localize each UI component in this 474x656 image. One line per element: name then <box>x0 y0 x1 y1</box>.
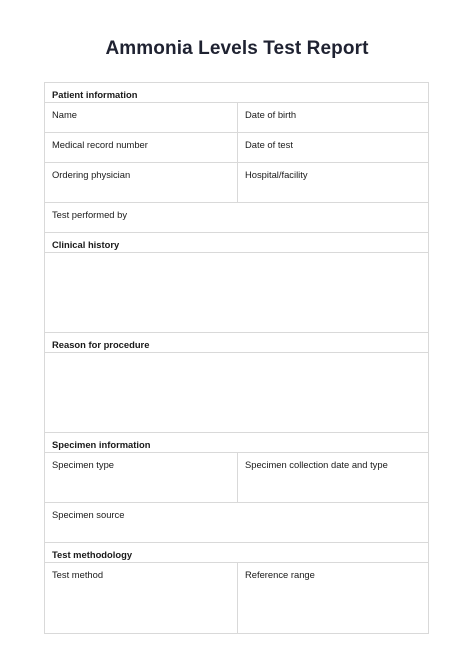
clinical-history-field[interactable] <box>45 253 428 333</box>
ordering-physician-field[interactable]: Ordering physician <box>45 163 237 203</box>
hospital-facility-field[interactable]: Hospital/facility <box>237 163 428 203</box>
medical-record-number-field[interactable]: Medical record number <box>45 133 237 163</box>
test-method-field[interactable]: Test method <box>52 569 104 580</box>
specimen-source-field[interactable]: Specimen source <box>45 503 428 543</box>
specimen-information-heading: Specimen information <box>45 433 428 453</box>
patient-information-heading: Patient information <box>45 83 428 103</box>
test-performed-by-field[interactable]: Test performed by <box>45 203 428 233</box>
reason-for-procedure-heading: Reason for procedure <box>45 333 428 353</box>
clinical-history-heading: Clinical history <box>45 233 428 253</box>
test-methodology-heading: Test methodology <box>45 543 428 563</box>
reason-for-procedure-field[interactable] <box>45 353 428 433</box>
specimen-collection-field[interactable]: Specimen collection date and type <box>237 453 428 503</box>
report-form <box>44 82 429 634</box>
name-field[interactable]: Name <box>45 103 237 133</box>
date-of-birth-field[interactable]: Date of birth <box>237 103 428 133</box>
page-title: Ammonia Levels Test Report <box>105 38 369 59</box>
date-of-test-field[interactable]: Date of test <box>237 133 428 163</box>
specimen-type-field[interactable]: Specimen type <box>45 453 237 503</box>
reference-range-field[interactable]: Reference range <box>237 563 428 633</box>
